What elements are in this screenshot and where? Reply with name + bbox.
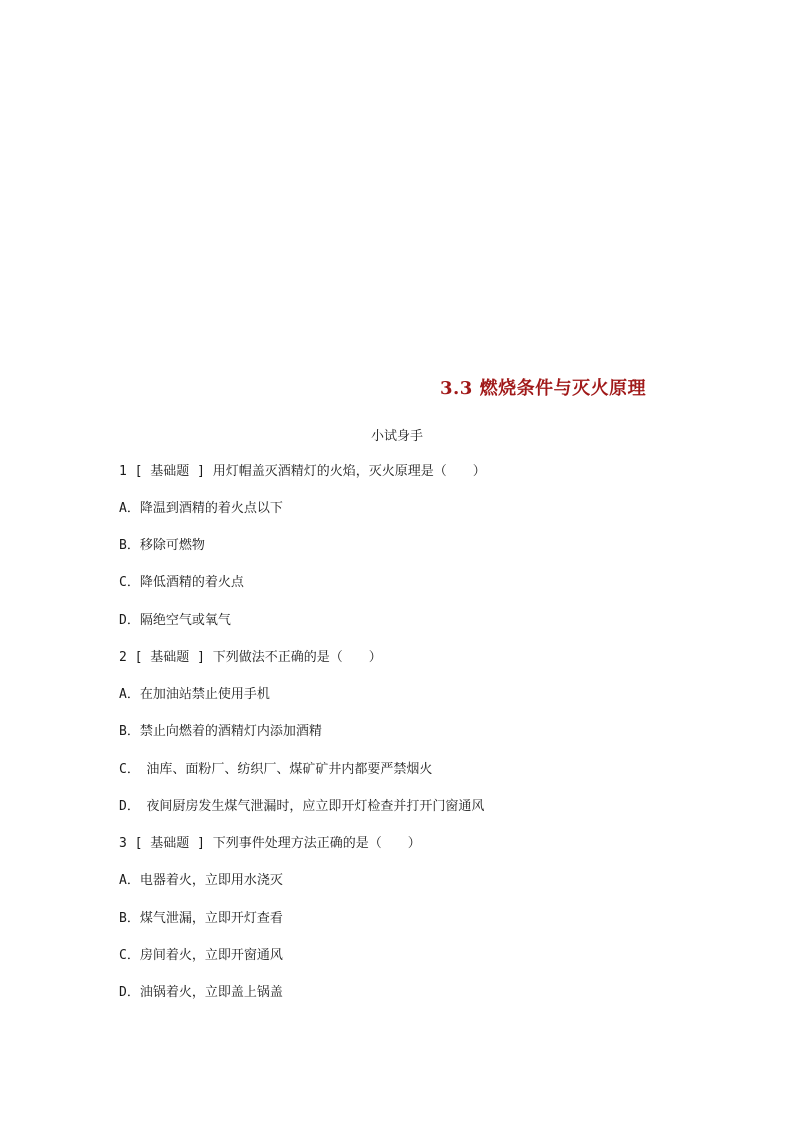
question-2-option-a: A．在加油站禁止使用手机 [119,687,270,702]
question-3-stem: 3 [ 基础题 ] 下列事件处理方法正确的是（ ） [119,836,421,851]
question-3-option-a: A．电器着火，立即用水浇灭 [119,873,283,888]
question-1-stem: 1 [ 基础题 ] 用灯帽盖灭酒精灯的火焰，灭火原理是（ ） [119,464,486,479]
question-3-option-c: C．房间着火，立即开窗通风 [119,948,283,963]
question-1-option-c: C．降低酒精的着火点 [119,575,244,590]
section-heading: 小试身手 [370,429,423,444]
question-2-option-d: D． 夜间厨房发生煤气泄漏时，应立即开灯检查并打开门窗通风 [119,799,485,814]
question-2-stem: 2 [ 基础题 ] 下列做法不正确的是（ ） [119,650,382,665]
question-2-option-b: B．禁止向燃着的酒精灯内添加酒精 [119,724,322,739]
question-3-option-d: D．油锅着火，立即盖上锅盖 [119,985,283,1000]
document-title: 3.3 燃烧条件与灭火原理 [440,378,647,399]
question-2-option-c: C． 油库、面粉厂、纺织厂、煤矿矿井内都要严禁烟火 [119,762,433,777]
question-1-option-d: D．隔绝空气或氧气 [119,613,231,628]
question-3-option-b: B．煤气泄漏，立即开灯查看 [119,911,283,926]
question-1-option-a: A．降温到酒精的着火点以下 [119,501,283,516]
question-1-option-b: B．移除可燃物 [119,538,205,553]
